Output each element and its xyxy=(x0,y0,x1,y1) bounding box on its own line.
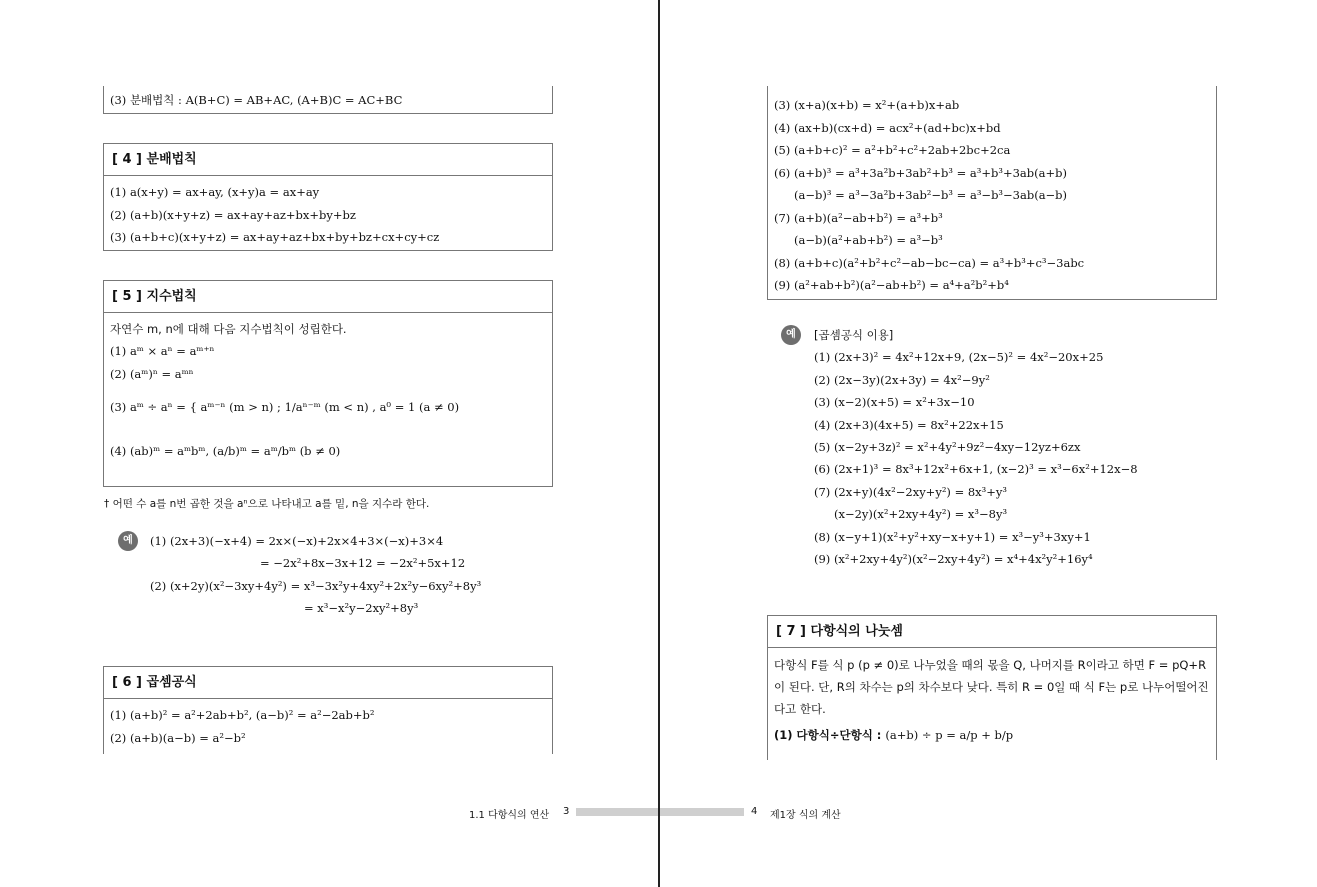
formula-line: (2) (a+b)(x+y+z) = ax+ay+az+bx+by+bz xyxy=(110,207,356,222)
division-item-label: (1) 다항식÷단항식 : xyxy=(774,728,886,742)
multiplication-formulas-box xyxy=(767,86,1217,300)
example-line: (8) (x−y+1)(x²+y²+xy−x+y+1) = x³−y³+3xy+1 xyxy=(814,529,1091,544)
section-title: [ 5 ] 지수법칙 xyxy=(104,281,552,313)
example-line: (x−2y)(x²+2xy+4y²) = x³−8y³ xyxy=(834,507,1008,522)
example-line: (1) (2x+3)² = 4x²+12x+9, (2x−5)² = 4x²−20x+25 xyxy=(814,350,1104,365)
example-line: (2) (2x−3y)(2x+3y) = 4x²−9y² xyxy=(814,372,990,387)
formula-line: (2) (a+b)(a−b) = a²−b² xyxy=(110,730,246,745)
section-title: [ 6 ] 곱셈공식 xyxy=(104,667,552,699)
formula-line: (1) a(x+y) = ax+ay, (x+y)a = ax+ay xyxy=(110,185,320,199)
right-page-number: 4 xyxy=(751,806,758,817)
formula-line: (3) (a+b+c)(x+y+z) = ax+ay+az+bx+by+bz+cx+cy+cz xyxy=(110,230,440,244)
formula-line: (8) (a+b+c)(a²+b²+c²−ab−bc−ca) = a³+b³+c³−3abc xyxy=(774,255,1085,270)
example-line: = −2x²+8x−3x+12 = −2x²+5x+12 xyxy=(260,556,466,571)
section-paragraph: 다항식 F를 식 p (p ≠ 0)로 나누었을 때의 몫을 Q, 나머지를 R이라고 하면 F = pQ+R이 된다. 단, R의 차수는 p의 차수보다 낮다. 특히 R = 0일 때 식 F는 p로 나누어떨어진다고 한다. xyxy=(774,658,1209,716)
example-line: (9) (x²+2xy+4y²)(x²−2xy+4y²) = x⁴+4x²y²+16y⁴ xyxy=(814,551,1093,566)
division-item-formula: (a+b) ÷ p = a/p + b/p xyxy=(885,728,1014,742)
formula-line: (4) (ax+b)(cx+d) = acx²+(ad+bc)x+bd xyxy=(774,120,1001,135)
formula-line: (3) (x+a)(x+b) = x²+(a+b)x+ab xyxy=(774,98,960,112)
example-block xyxy=(814,324,1138,570)
distributive-box-continued xyxy=(103,86,553,114)
distributive-law-line: (3) 분배법칙 : A(B+C) = AB+AC, (A+B)C = AC+BC xyxy=(110,93,403,107)
example-line: (1) (2x+3)(−x+4) = 2x×(−x)+2x×4+3×(−x)+3×4 xyxy=(150,534,444,548)
left-footer-text: 1.1 다항식의 연산 xyxy=(469,810,550,821)
formula-line: (9) (a²+ab+b²)(a²−ab+b²) = a⁴+a²b²+b⁴ xyxy=(774,278,1009,292)
formula-line: (7) (a+b)(a²−ab+b²) = a³+b³ xyxy=(774,210,943,225)
formula-line: (a−b)(a²+ab+b²) = a³−b³ xyxy=(794,233,943,247)
formula-line: (2) (aᵐ)ⁿ = aᵐⁿ xyxy=(110,366,194,381)
example-block xyxy=(150,530,481,620)
formula-line: (1) aᵐ × aⁿ = aᵐ⁺ⁿ xyxy=(110,344,215,358)
example-line: (2) (x+2y)(x²−3xy+4y²) = x³−3x²y+4xy²+2x²y−6xy²+8y³ xyxy=(150,578,482,593)
right-footer-bar xyxy=(660,808,744,816)
formula-line: (3) aᵐ ÷ aⁿ = { aᵐ⁻ⁿ (m > n) ; 1/aⁿ⁻ᵐ (m < n) , a⁰ = 1 (a ≠ 0) xyxy=(110,400,460,414)
division-item xyxy=(774,724,1210,747)
example-line: (5) (x−2y+3z)² = x²+4y²+9z²−4xy−12yz+6zx xyxy=(814,439,1081,454)
example-line: (3) (x−2)(x+5) = x²+3x−10 xyxy=(814,395,975,410)
example-line: (4) (2x+3)(4x+5) = 8x²+22x+15 xyxy=(814,417,1004,432)
example-line: (6) (2x+1)³ = 8x³+12x²+6x+1, (x−2)³ = x³−6x²+12x−8 xyxy=(814,462,1138,477)
formula-line: (5) (a+b+c)² = a²+b²+c²+2ab+2bc+2ca xyxy=(774,143,1011,157)
formula-line: (6) (a+b)³ = a³+3a²b+3ab²+b³ = a³+b³+3ab(a+b) xyxy=(774,165,1067,180)
right-footer-text: 제1장 식의 계산 xyxy=(770,810,841,821)
formula-line: (a−b)³ = a³−3a²b+3ab²−b³ = a³−b³−3ab(a−b) xyxy=(794,188,1068,202)
example-line: (7) (2x+y)(4x²−2xy+y²) = 8x³+y³ xyxy=(814,484,1008,499)
section-intro: 자연수 m, n에 대해 다음 지수법칙이 성립한다. xyxy=(110,322,347,336)
section-7-box xyxy=(767,615,1217,760)
formula-line: (4) (ab)ᵐ = aᵐbᵐ, (a/b)ᵐ = aᵐ/bᵐ (b ≠ 0) xyxy=(110,444,341,458)
section-6-box xyxy=(103,666,553,754)
example-badge: 예 xyxy=(118,531,138,551)
formula-line: (1) (a+b)² = a²+2ab+b², (a−b)² = a²−2ab+b² xyxy=(110,708,375,722)
section-title: [ 7 ] 다항식의 나눗셈 xyxy=(768,616,1216,648)
page-spine xyxy=(658,0,660,887)
example-badge: 예 xyxy=(781,325,801,345)
section-5-box xyxy=(103,280,553,487)
left-footer-bar xyxy=(576,808,658,816)
left-page-number: 3 xyxy=(563,806,570,817)
example-heading: [곱셈공식 이용] xyxy=(814,328,894,342)
section-title: [ 4 ] 분배법칙 xyxy=(104,144,552,176)
footnote: † 어떤 수 a를 n번 곱한 것을 aⁿ으로 나타내고 a를 밑, n을 지수라 한다. xyxy=(104,498,430,510)
example-line: = x³−x²y−2xy²+8y³ xyxy=(304,601,419,616)
section-4-box xyxy=(103,143,553,251)
